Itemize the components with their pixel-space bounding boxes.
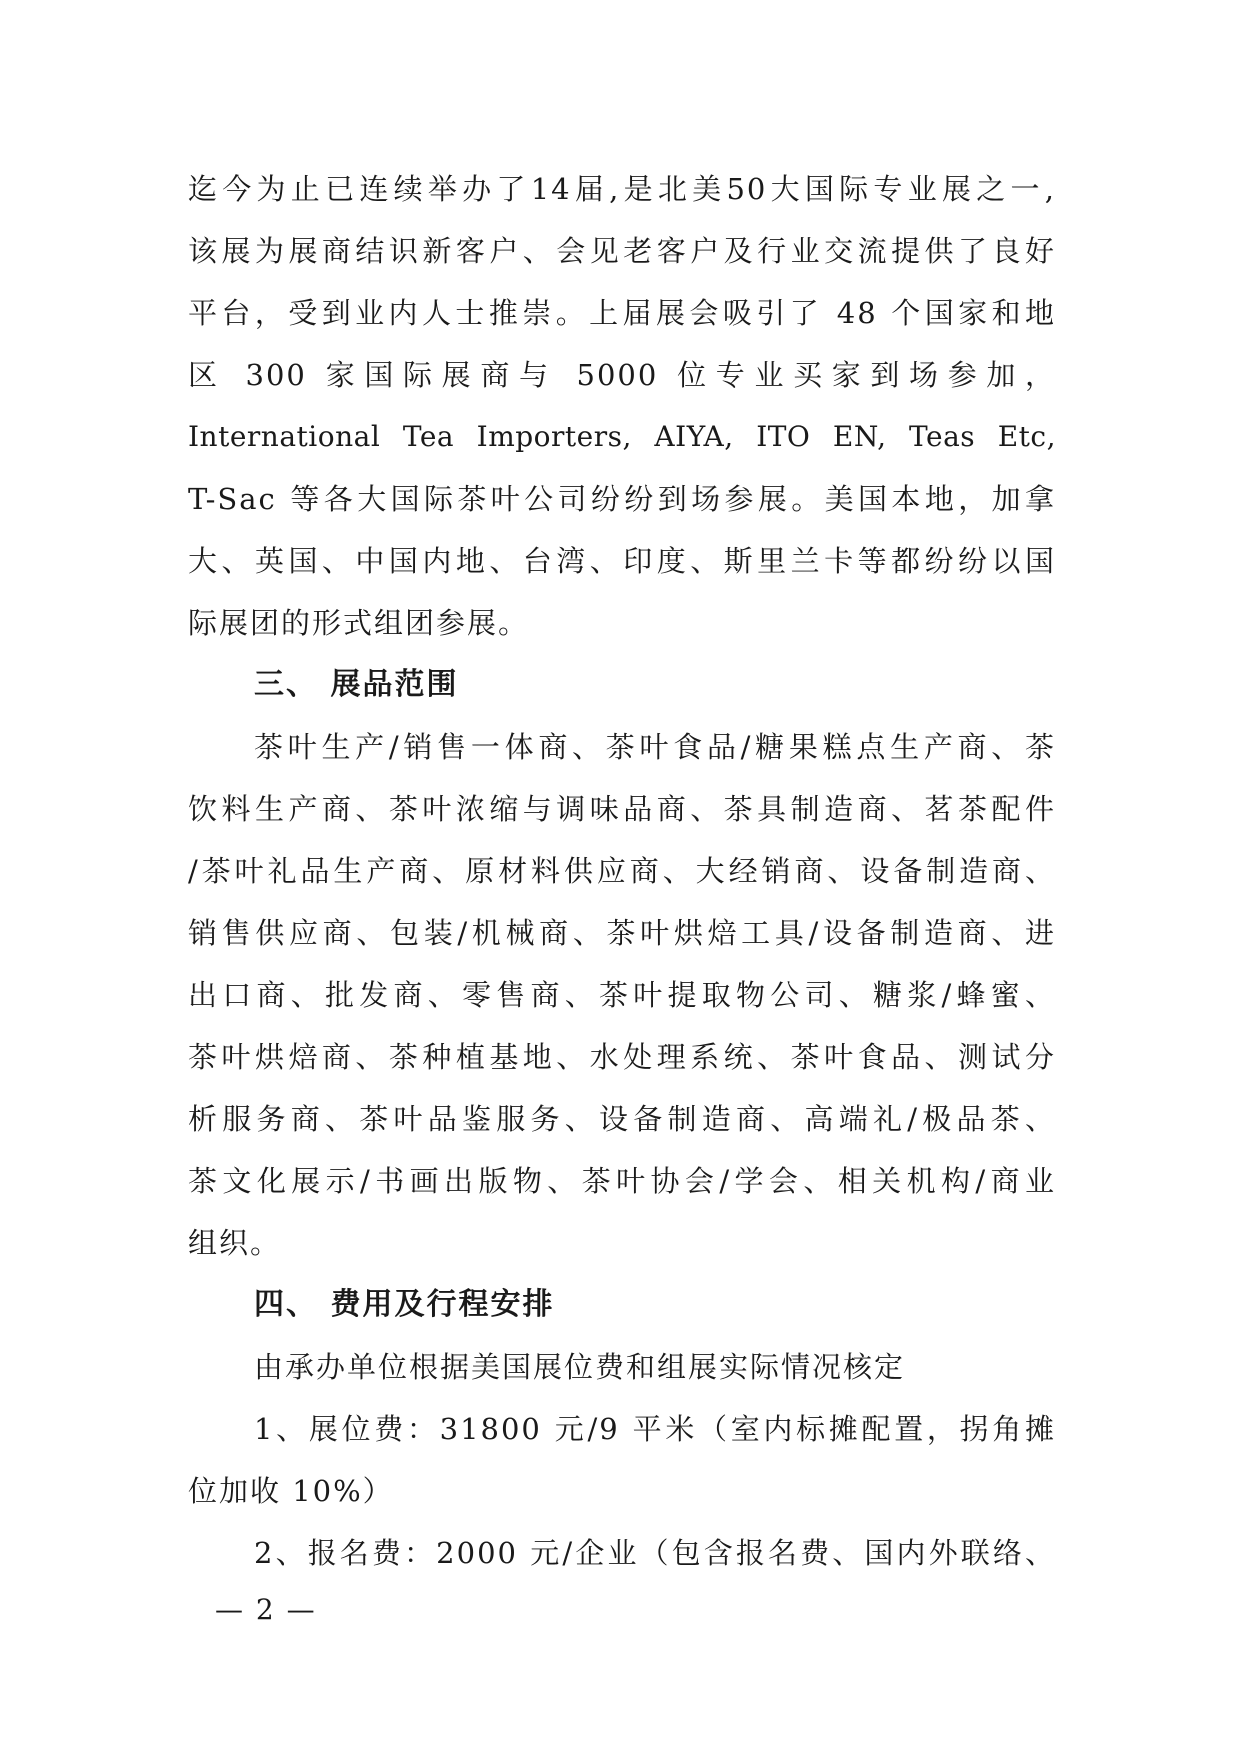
text-line: 区 300 家国际展商与 5000 位专业买家到场参加， bbox=[188, 358, 1056, 392]
text-line: 销售供应商、包装/机械商、茶叶烘焙工具/设备制造商、进 bbox=[188, 916, 1056, 950]
fee-item-booth-continued: 位加收 10%） bbox=[188, 1474, 394, 1508]
text-line: 际展团的形式组团参展。 bbox=[188, 606, 530, 640]
text-line: 茶叶烘焙商、茶种植基地、水处理系统、茶叶食品、测试分 bbox=[188, 1040, 1056, 1074]
section-heading-exhibit-scope: 三、 展品范围 bbox=[254, 667, 459, 702]
text-line: 由承办单位根据美国展位费和组展实际情况核定 bbox=[254, 1350, 906, 1384]
fee-item-registration: 2、报名费：2000 元/企业（包含报名费、国内外联络、 bbox=[254, 1536, 1056, 1570]
text-line: 该展为展商结识新客户、会见老客户及行业交流提供了良好 bbox=[188, 234, 1056, 268]
text-line: 迄今为止已连续举办了14届,是北美50大国际专业展之一, bbox=[188, 172, 1056, 206]
text-line: International Tea Importers, AIYA, ITO EN, Teas Etc, bbox=[188, 420, 1056, 453]
text-line: 茶叶生产/销售一体商、茶叶食品/糖果糕点生产商、茶 bbox=[254, 730, 1056, 764]
text-line: 大、英国、中国内地、台湾、印度、斯里兰卡等都纷纷以国 bbox=[188, 544, 1056, 578]
document-body bbox=[188, 158, 1056, 1584]
text-line: T-Sac 等各大国际茶叶公司纷纷到场参展。美国本地，加拿 bbox=[188, 482, 1056, 516]
fee-item-booth: 1、展位费：31800 元/9 平米（室内标摊配置，拐角摊 bbox=[254, 1412, 1056, 1446]
text-line: 平台，受到业内人士推崇。上届展会吸引了 48 个国家和地 bbox=[188, 296, 1056, 330]
text-line: 出口商、批发商、零售商、茶叶提取物公司、糖浆/蜂蜜、 bbox=[188, 978, 1056, 1012]
text-line: 组织。 bbox=[188, 1226, 282, 1260]
text-line: /茶叶礼品生产商、原材料供应商、大经销商、设备制造商、 bbox=[188, 854, 1056, 888]
text-line: 茶文化展示/书画出版物、茶叶协会/学会、相关机构/商业 bbox=[188, 1164, 1056, 1198]
section-heading-fees-schedule: 四、 费用及行程安排 bbox=[254, 1287, 555, 1322]
page-number: — 2 — bbox=[215, 1593, 317, 1626]
text-line: 析服务商、茶叶品鉴服务、设备制造商、高端礼/极品茶、 bbox=[188, 1102, 1056, 1136]
text-line: 饮料生产商、茶叶浓缩与调味品商、茶具制造商、茗茶配件 bbox=[188, 792, 1056, 826]
